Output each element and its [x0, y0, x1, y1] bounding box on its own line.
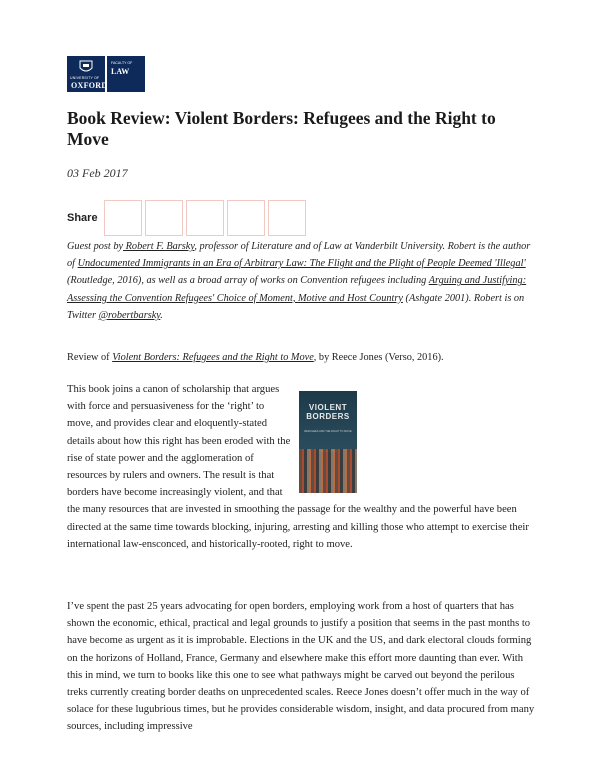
post-date: 03 Feb 2017	[67, 166, 128, 180]
page-title: Book Review: Violent Borders: Refugees and the Right to Move	[67, 108, 496, 149]
share-label: Share	[67, 212, 98, 224]
share-twitter-button[interactable]	[145, 200, 183, 236]
author-link[interactable]: Robert F. Barsky	[123, 241, 195, 252]
book2-link[interactable]: Arguing and Justifying: Assessing the Convention Refugees' Choice of Moment, Motive and Host Country	[67, 275, 527, 304]
law-text: LAW	[111, 67, 130, 76]
review-suffix: , by Reece Jones (Verso, 2016).	[313, 352, 444, 363]
oxford-law-logo[interactable]	[67, 56, 145, 92]
intro-text-5: .	[160, 309, 163, 321]
oxford-text: OXFORD	[71, 81, 108, 90]
paragraph-1-block	[67, 381, 535, 553]
cover-title-line2: BORDERS	[306, 412, 350, 421]
share-print-button[interactable]	[268, 200, 306, 236]
university-logo	[67, 56, 108, 92]
book-cover-image	[299, 391, 357, 493]
paragraph-1: This book joins a canon of scholarship that argues with force and persuasiveness for the ‘right’ to move, and provides clear and eloquently-stated details about how this right has been eroded with the rise of state power and the agglomeration of resources by rulers and owners. The result is that borders have become increasingly violent, and that the many resources that are invested in smoothing the passage for the wealthy and the powerful have been directed at the same time towards blocking, injuring, arresting and killing those who attempt to exercise their international law-ensconced, and historically-rooted, right to move.	[67, 384, 529, 550]
intro-text-3: (Routledge, 2016), as well as a broad array of works on Convention refugees including	[67, 275, 429, 287]
guest-post-intro	[67, 238, 535, 324]
paragraph-2-block	[67, 598, 535, 736]
faculty-logo	[107, 56, 145, 92]
share-bar	[67, 200, 309, 236]
reviewed-book-link[interactable]: Violent Borders: Refugees and the Right to Move	[112, 352, 314, 363]
intro-text-1: Guest post by	[67, 241, 124, 252]
cover-title-line1: VIOLENT	[308, 403, 348, 412]
share-facebook-button[interactable]	[104, 200, 142, 236]
share-email-button[interactable]	[227, 200, 265, 236]
review-line	[67, 349, 535, 366]
faculty-of-text: FACULTY OF	[111, 61, 133, 65]
cover-subtitle: REFUGEES AND THE RIGHT TO MOVE	[304, 430, 352, 433]
cover-title	[299, 403, 357, 421]
university-of-text: UNIVERSITY OF	[70, 76, 100, 80]
intro-text-4: (Ashgate 2001). Robert is on Twitter	[67, 292, 525, 321]
twitter-link[interactable]: @robertbarsky	[98, 309, 161, 321]
share-linkedin-button[interactable]	[186, 200, 224, 236]
paragraph-2: I’ve spent the past 25 years advocating for open borders, employing work from a host of quarters that has shown the economic, ethical, practical and legal grounds to justify a position that seems in the past months to have become as urgent as it is improbable. Elections in the UK and the US, and dark electoral clouds forming on the horizons of Holland, France, Germany and elsewhere make this effort more daunting than ever. With this in mind, we turn to books like this one to see what pathways might be carved out beyond the perilous treks currently creating border deaths on unprecedented scales. Reece Jones doesn’t offer much in the way of solace for these lugubrious times, but he provides considerable wisdom, insight, and data procured from many sources, including impressive	[67, 601, 535, 733]
cover-photo	[299, 449, 357, 493]
review-prefix: Review of	[67, 352, 113, 363]
book1-link[interactable]: Undocumented Immigrants in an Era of Arbitrary Law: The Flight and the Plight of People Deemed 'Illegal'	[77, 258, 526, 270]
intro-text-2: , professor of Literature and of Law at Vanderbilt University. Robert is the author of	[67, 241, 531, 270]
oxford-crest-icon	[79, 60, 93, 74]
